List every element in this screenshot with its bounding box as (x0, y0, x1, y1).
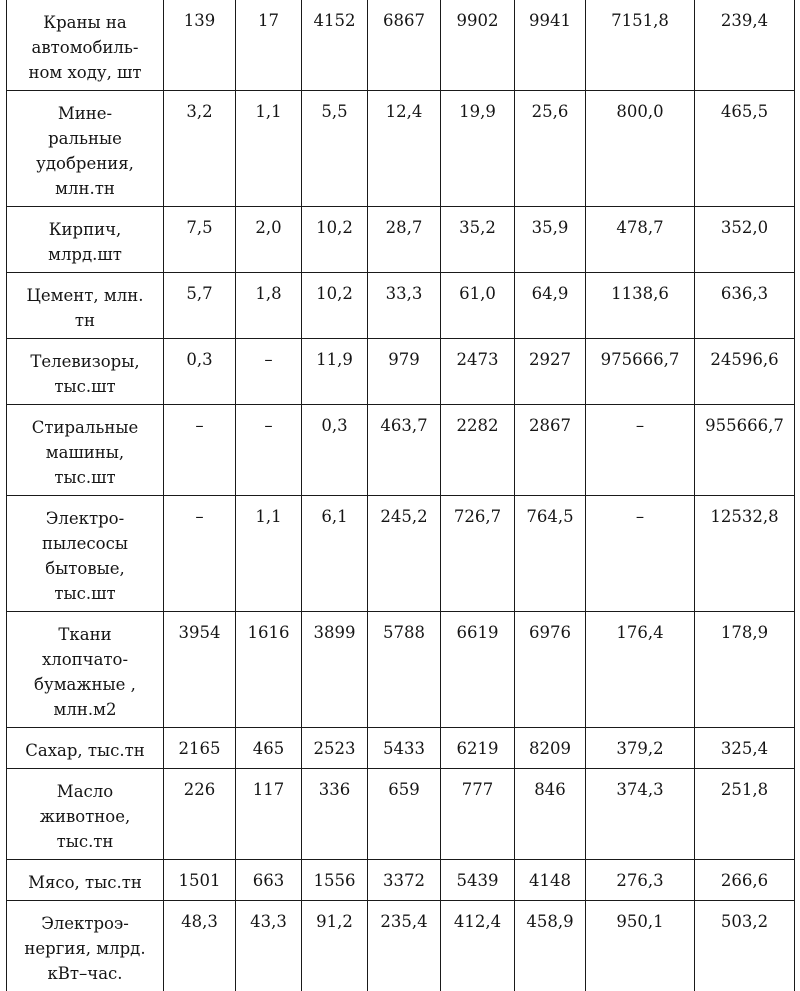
row-label-line: удобрения, (12, 151, 158, 176)
value-text: 503,2 (699, 910, 790, 933)
value-text: 7151,8 (590, 9, 690, 32)
value-cell (368, 0, 441, 91)
value-text: – (168, 414, 231, 437)
value-cell (695, 901, 795, 991)
table-row (7, 769, 795, 860)
value-cell (515, 91, 586, 207)
row-label-line: тыс.тн (12, 829, 158, 854)
value-cell (441, 860, 515, 901)
value-cell (368, 769, 441, 860)
value-text: 19,9 (445, 100, 510, 123)
value-cell (586, 405, 695, 496)
row-label-line: Стиральные (12, 415, 158, 440)
value-cell (441, 0, 515, 91)
table-row (7, 91, 795, 207)
value-text: 846 (519, 778, 581, 801)
value-text: 1138,6 (590, 282, 690, 305)
value-cell (586, 728, 695, 769)
value-text: 7,5 (168, 216, 231, 239)
value-cell (236, 496, 302, 612)
value-text: 6619 (445, 621, 510, 644)
row-label-line: бытовые, (12, 556, 158, 581)
value-text: 251,8 (699, 778, 790, 801)
value-cell (695, 612, 795, 728)
value-cell (695, 91, 795, 207)
value-text: 1,8 (240, 282, 297, 305)
value-cell (302, 496, 368, 612)
row-label-line: ном ходу, шт (12, 60, 158, 85)
row-label-cell (7, 405, 164, 496)
row-label-line: нергия, млрд. (12, 936, 158, 961)
row-label-line: млрд.шт (12, 242, 158, 267)
value-text: 5439 (445, 869, 510, 892)
value-text: 17 (240, 9, 297, 32)
value-cell (302, 860, 368, 901)
value-text: 43,3 (240, 910, 297, 933)
value-text: 235,4 (372, 910, 436, 933)
value-text: 11,9 (306, 348, 363, 371)
value-cell (368, 860, 441, 901)
value-text: 117 (240, 778, 297, 801)
value-cell (695, 339, 795, 405)
value-text: 5433 (372, 737, 436, 760)
value-text: 0,3 (306, 414, 363, 437)
value-cell (515, 728, 586, 769)
row-label-line: Электро- (12, 506, 158, 531)
table-row (7, 728, 795, 769)
value-cell (302, 91, 368, 207)
row-label-cell (7, 207, 164, 273)
value-text: 10,2 (306, 282, 363, 305)
value-text: 6976 (519, 621, 581, 644)
value-cell (515, 769, 586, 860)
value-text: 975666,7 (590, 348, 690, 371)
value-cell (586, 612, 695, 728)
value-cell (695, 273, 795, 339)
value-cell (368, 273, 441, 339)
value-text: 25,6 (519, 100, 581, 123)
value-text: 3954 (168, 621, 231, 644)
value-cell (441, 91, 515, 207)
value-cell (236, 405, 302, 496)
row-label-line: ральные (12, 126, 158, 151)
value-text: 9941 (519, 9, 581, 32)
value-text: 2165 (168, 737, 231, 760)
value-cell (302, 0, 368, 91)
value-cell (515, 339, 586, 405)
row-label-line: пылесосы (12, 531, 158, 556)
value-text: 24596,6 (699, 348, 790, 371)
value-cell (515, 207, 586, 273)
value-text: 1,1 (240, 505, 297, 528)
table-row (7, 901, 795, 991)
value-text: 2,0 (240, 216, 297, 239)
row-label-cell (7, 728, 164, 769)
value-text: 800,0 (590, 100, 690, 123)
value-cell (515, 0, 586, 91)
value-cell (441, 769, 515, 860)
row-label-line: Цемент, млн. (12, 283, 158, 308)
value-text: 8209 (519, 737, 581, 760)
row-label-line: хлопчато- (12, 647, 158, 672)
value-text: 61,0 (445, 282, 510, 305)
row-label-line: машины, (12, 440, 158, 465)
value-cell (441, 339, 515, 405)
row-label-cell (7, 339, 164, 405)
value-cell (515, 901, 586, 991)
value-cell (236, 273, 302, 339)
value-text: 2282 (445, 414, 510, 437)
value-text: 239,4 (699, 9, 790, 32)
value-cell (695, 0, 795, 91)
row-label-line: млн.тн (12, 176, 158, 201)
value-text: 325,4 (699, 737, 790, 760)
value-text: 465,5 (699, 100, 790, 123)
value-cell (441, 612, 515, 728)
value-cell (441, 728, 515, 769)
table-row (7, 207, 795, 273)
row-label-cell (7, 612, 164, 728)
value-cell (302, 339, 368, 405)
value-text: 35,9 (519, 216, 581, 239)
value-cell (695, 769, 795, 860)
row-label-cell (7, 0, 164, 91)
value-text: 463,7 (372, 414, 436, 437)
value-text: 33,3 (372, 282, 436, 305)
table-row (7, 860, 795, 901)
value-text: 35,2 (445, 216, 510, 239)
value-cell (586, 901, 695, 991)
value-cell (164, 273, 236, 339)
value-cell (164, 0, 236, 91)
value-cell (695, 728, 795, 769)
value-text: 5,7 (168, 282, 231, 305)
value-text: 48,3 (168, 910, 231, 933)
value-text: 2927 (519, 348, 581, 371)
value-text: 659 (372, 778, 436, 801)
value-text: 374,3 (590, 778, 690, 801)
value-text: 5788 (372, 621, 436, 644)
value-cell (164, 91, 236, 207)
value-text: 1,1 (240, 100, 297, 123)
value-cell (164, 728, 236, 769)
value-text: 226 (168, 778, 231, 801)
value-cell (302, 612, 368, 728)
value-cell (368, 207, 441, 273)
value-cell (586, 0, 695, 91)
value-text: 28,7 (372, 216, 436, 239)
value-text: 4152 (306, 9, 363, 32)
table-row (7, 496, 795, 612)
row-label-line: Сахар, тыс.тн (12, 738, 158, 763)
value-text: 1556 (306, 869, 363, 892)
value-text: 458,9 (519, 910, 581, 933)
value-text: 9902 (445, 9, 510, 32)
row-label-line: тыс.шт (12, 465, 158, 490)
row-label-line: Телевизоры, (12, 349, 158, 374)
value-cell (302, 207, 368, 273)
row-label-line: тн (12, 308, 158, 333)
table-body (7, 0, 795, 991)
row-label-cell (7, 273, 164, 339)
value-text: 139 (168, 9, 231, 32)
value-text: – (168, 505, 231, 528)
value-cell (302, 728, 368, 769)
value-cell (695, 207, 795, 273)
row-label-line: Мясо, тыс.тн (12, 870, 158, 895)
value-text: 12532,8 (699, 505, 790, 528)
table-row (7, 405, 795, 496)
value-cell (586, 496, 695, 612)
value-text: 478,7 (590, 216, 690, 239)
value-cell (236, 0, 302, 91)
value-cell (236, 901, 302, 991)
value-text: 2523 (306, 737, 363, 760)
value-text: 4148 (519, 869, 581, 892)
value-cell (586, 339, 695, 405)
value-text: 6,1 (306, 505, 363, 528)
value-cell (164, 339, 236, 405)
value-text: 3899 (306, 621, 363, 644)
value-text: 764,5 (519, 505, 581, 528)
value-cell (236, 207, 302, 273)
row-label-line: Ткани (12, 622, 158, 647)
value-cell (164, 612, 236, 728)
value-text: – (240, 348, 297, 371)
row-label-cell (7, 91, 164, 207)
value-text: 276,3 (590, 869, 690, 892)
value-text: – (590, 505, 690, 528)
value-cell (441, 405, 515, 496)
value-text: 5,5 (306, 100, 363, 123)
value-cell (368, 496, 441, 612)
value-cell (368, 405, 441, 496)
row-label-cell (7, 769, 164, 860)
value-text: 176,4 (590, 621, 690, 644)
value-text: 636,3 (699, 282, 790, 305)
row-label-line: тыс.шт (12, 374, 158, 399)
value-text: 412,4 (445, 910, 510, 933)
value-text: 178,9 (699, 621, 790, 644)
value-text: 465 (240, 737, 297, 760)
value-text: 663 (240, 869, 297, 892)
value-cell (515, 860, 586, 901)
value-text: 6219 (445, 737, 510, 760)
row-label-line: Мине- (12, 101, 158, 126)
value-text: 245,2 (372, 505, 436, 528)
value-cell (164, 860, 236, 901)
value-cell (368, 91, 441, 207)
value-text: 91,2 (306, 910, 363, 933)
value-text: 2473 (445, 348, 510, 371)
value-cell (368, 339, 441, 405)
value-text: 0,3 (168, 348, 231, 371)
value-text: 726,7 (445, 505, 510, 528)
value-cell (515, 496, 586, 612)
value-cell (236, 769, 302, 860)
value-text: 266,6 (699, 869, 790, 892)
value-cell (164, 769, 236, 860)
value-text: 10,2 (306, 216, 363, 239)
value-cell (368, 901, 441, 991)
row-label-line: Масло (12, 779, 158, 804)
value-cell (164, 901, 236, 991)
value-cell (302, 273, 368, 339)
value-cell (236, 91, 302, 207)
value-cell (368, 728, 441, 769)
value-cell (236, 728, 302, 769)
row-label-line: Кирпич, (12, 217, 158, 242)
value-cell (441, 207, 515, 273)
table-row (7, 612, 795, 728)
value-cell (586, 273, 695, 339)
value-cell (695, 405, 795, 496)
value-cell (164, 207, 236, 273)
value-cell (586, 769, 695, 860)
value-cell (302, 405, 368, 496)
row-label-line: бумажные , (12, 672, 158, 697)
value-cell (586, 860, 695, 901)
value-text: – (590, 414, 690, 437)
value-text: 12,4 (372, 100, 436, 123)
value-text: – (240, 414, 297, 437)
row-label-line: тыс.шт (12, 581, 158, 606)
value-cell (441, 901, 515, 991)
row-label-cell (7, 860, 164, 901)
row-label-line: Краны на (12, 10, 158, 35)
row-label-line: кВт–час. (12, 961, 158, 986)
value-text: 3372 (372, 869, 436, 892)
value-cell (441, 496, 515, 612)
value-text: 1501 (168, 869, 231, 892)
value-cell (368, 612, 441, 728)
value-cell (586, 207, 695, 273)
value-text: 950,1 (590, 910, 690, 933)
value-cell (302, 901, 368, 991)
value-text: 979 (372, 348, 436, 371)
value-cell (236, 339, 302, 405)
row-label-line: животное, (12, 804, 158, 829)
row-label-line: Электроэ- (12, 911, 158, 936)
value-cell (236, 860, 302, 901)
value-text: 3,2 (168, 100, 231, 123)
table-row (7, 273, 795, 339)
value-cell (164, 405, 236, 496)
production-table (6, 0, 795, 991)
row-label-cell (7, 496, 164, 612)
value-cell (515, 405, 586, 496)
value-text: 336 (306, 778, 363, 801)
value-text: 64,9 (519, 282, 581, 305)
value-cell (515, 273, 586, 339)
value-cell (236, 612, 302, 728)
value-cell (695, 860, 795, 901)
table-row (7, 339, 795, 405)
value-text: 6867 (372, 9, 436, 32)
row-label-cell (7, 901, 164, 991)
value-cell (586, 91, 695, 207)
value-text: 777 (445, 778, 510, 801)
value-text: 955666,7 (699, 414, 790, 437)
table-row (7, 0, 795, 91)
value-text: 352,0 (699, 216, 790, 239)
value-cell (164, 496, 236, 612)
value-cell (302, 769, 368, 860)
value-cell (515, 612, 586, 728)
value-text: 2867 (519, 414, 581, 437)
value-text: 1616 (240, 621, 297, 644)
value-cell (441, 273, 515, 339)
value-cell (695, 496, 795, 612)
value-text: 379,2 (590, 737, 690, 760)
row-label-line: автомобиль- (12, 35, 158, 60)
row-label-line: млн.м2 (12, 697, 158, 722)
